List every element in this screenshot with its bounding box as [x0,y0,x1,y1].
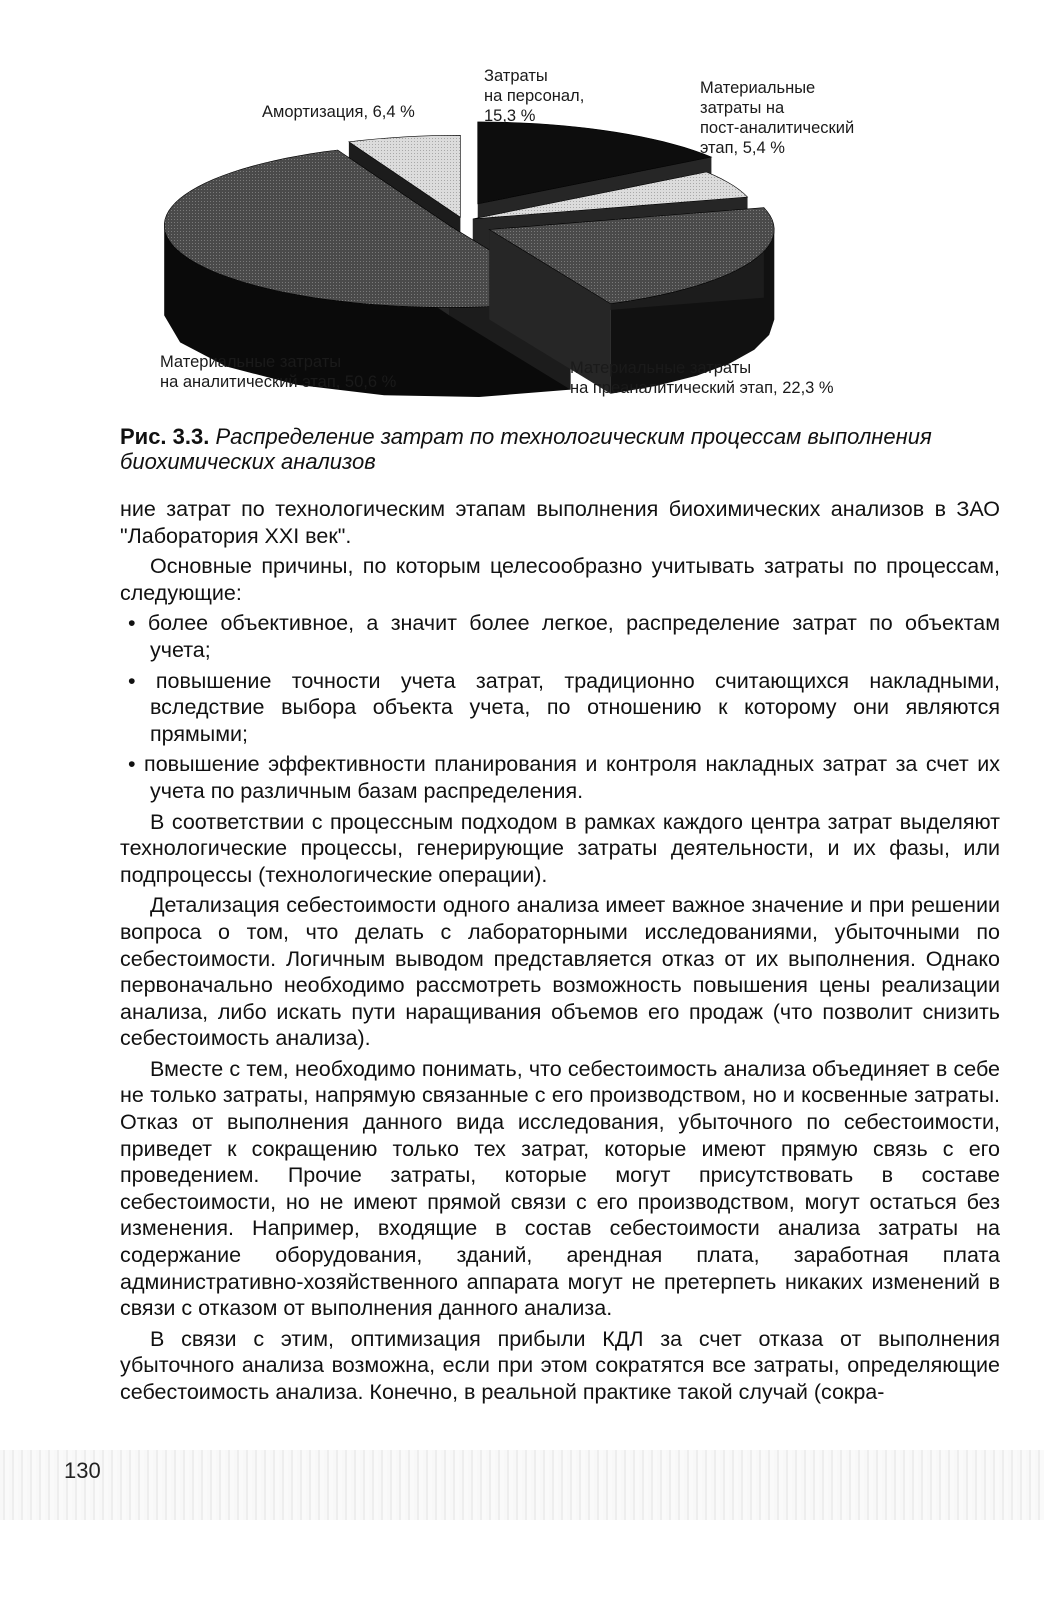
pie-chart-figure [0,0,1044,420]
pie-chart [0,0,1044,420]
paragraph-6: В связи с этим, оптимизация прибыли КДЛ за счет отказа от выполнения убыточного анализа возможна, если при этом сократятся все затраты, определяющие себестоимость анализа. Конечно, в реальной практике такой случай (сокра- [120,1326,1000,1404]
body-text [120,496,1000,1410]
label-analytical: Материальные затраты на аналитический этап, 50,6 % [160,353,397,391]
caption-text: Распределение затрат по технологическим процессам выполнения биохимических анализов [120,424,932,474]
paragraph-5: Вместе с тем, необходимо понимать, что себестоимость анализа объединяет в себе не только затраты, напрямую связанные с его производством, но и косвенные затраты. Отказ от выполнения данного вида исследования, убыточного по себестоимости, приведет к сокращению только тех затрат, которые имеют прямую связь с его проведением. Прочие затраты, которые могут присутствовать в составе себестоимости, но не имеют прямой связи с его производством, могут остаться без изменения. Например, входящие в состав себестоимости анализа затраты на содержание оборудования, зданий, арендная плата, заработная плата административно-хозяйственного аппарата могут не претерпеть никаких изменений в связи с отказом от выполнения данного анализа. [120,1056,1000,1321]
paragraph-2: Основные причины, по которым целесообразно учитывать затраты по процессам, следующие: [120,554,1000,605]
label-amortization: Амортизация, 6,4 % [262,103,415,121]
scan-footer-band [0,1450,1044,1520]
label-post-analytical: Материальные затраты на пост-аналитический этап, 5,4 % [700,79,855,157]
paragraph-4: Детализация себестоимости одного анализа имеет важное значение и при решении вопроса о том, что делать с лабораторными исследованиями, убыточными по себестоимости. Логичным выводом представляется отказ от их выполнения. Однако первоначально необходимо рассмотреть возможность повышения цены реализации анализа, либо искать пути наращивания объемов его продаж (что позволит снизить себестоимость анализа). [120,893,1000,1051]
bullet-item-3: • повышение эффективности планирования и контроля накладных затрат за счет их учета по различным базам распределения. [128,752,1000,803]
page-number: 130 [64,1458,101,1483]
caption-number: Рис. 3.3. [120,424,210,449]
label-personnel: Затраты на персонал, 15,3 % [484,67,585,125]
paragraph-3: В соответствии с процессным подходом в рамках каждого центра затрат выделяют технологические процессы, генерирующие затраты деятельности, и их фазы, или подпроцессы (технологические операции). [120,809,1000,887]
bullet-item-2: • повышение точности учета затрат, традиционно считающихся накладными, вследствие выбора объекта учета, по отношению к которому они являются прямыми; [128,668,1000,746]
paragraph-1: ние затрат по технологическим этапам выполнения биохимических анализов в ЗАО "Лаборатория XXI век". [120,497,1000,548]
label-pre-analytical: Материальные затраты на преаналитический этап, 22,3 % [570,359,834,397]
figure-caption [120,424,1000,474]
bullet-item-1: • более объективное, а значит более легкое, распределение затрат по объектам учета; [128,611,1000,662]
